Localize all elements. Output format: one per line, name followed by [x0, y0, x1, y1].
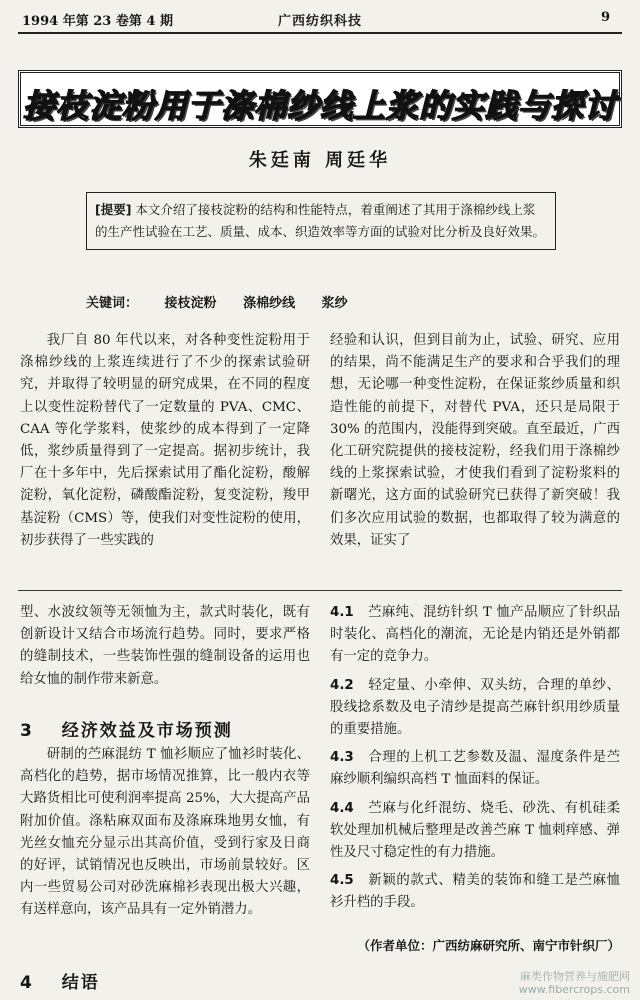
item-number: 4.3	[330, 750, 354, 766]
watermark-line: www.fibercrops.com	[518, 983, 630, 996]
page-number: 9	[600, 10, 610, 25]
item-text: 合理的上机工艺参数及温、湿度条件是苎麻纱顺利编织高档 T 恤面料的保证。	[330, 750, 620, 788]
section-title: 经济效益及市场预测	[61, 721, 233, 741]
item-number: 4.2	[330, 677, 354, 693]
item-number: 4.5	[330, 873, 354, 889]
issue-info: 1994 年第 23 卷第 4 期	[22, 14, 173, 29]
keywords-label: 关键词：	[86, 296, 139, 311]
item-text: 苎麻纯、混纺针织 T 恤产品顺应了针织品时装化、高档化的潮流，无论是内销还是外销都有一定的竞争力。	[330, 605, 620, 665]
author-affiliation: （作者单位：广西纺麻研究所、南宁市针织厂）	[357, 937, 620, 953]
header-rule	[18, 32, 622, 34]
abstract-label: [提要]	[95, 202, 132, 217]
article-title: 接枝淀粉用于涤棉纱线上浆的实践与探讨	[22, 87, 617, 125]
keyword: 涤棉纱线	[243, 296, 296, 311]
keyword: 浆纱	[321, 296, 348, 311]
body-paragraph: 经验和认识，但到目前为止，试验、研究、应用的结果，尚不能满足生产的要求和合乎我们的理想，无论哪一种变性淀粉，在保证浆纱质量和织造性能的前提下，对替代 PVA，还只是局限于 30% 的范围内，没能得到突破。直至最近，广西化工研究院提供的接枝淀粉，经我们用于涤棉纱线的上浆探索试验，才使我们看到了淀粉浆料的新曙光，这方面的试验研究已获得了新突破！我们多次应用试验的数据，也都取得了较为满意的效果，证实了	[330, 333, 620, 548]
body-paragraph: 型、水波纹领等无领恤为主，款式时装化，既有创新设计又结合市场流行趋势。同时，要求严格的缝制技术，一些装饰性强的缝制设备的运用也给女恤的制作带来新意。	[20, 605, 310, 687]
body-column-right	[330, 330, 620, 552]
journal-name: 广西纺织科技	[277, 14, 362, 29]
section-number: 4	[20, 973, 34, 993]
conclusion-item	[330, 602, 620, 669]
section-3-body	[20, 744, 310, 922]
site-watermark	[519, 970, 630, 996]
body-column-left	[20, 330, 310, 552]
abstract-box	[86, 192, 556, 250]
article-authors: 朱廷南 周廷华	[248, 150, 392, 171]
conclusion-item	[330, 675, 620, 742]
item-text: 轻定量、小牵伸、双头纺，合理的单纱、股线捻系数及电子清纱是提高苎麻针织用纱质量的重要措施。	[330, 677, 620, 738]
conclusion-items	[330, 602, 620, 957]
conclusion-item	[330, 798, 620, 865]
item-text: 新颖的款式、精美的装饰和缝工是苎麻恤衫升档的手段。	[330, 873, 620, 911]
running-header	[22, 8, 618, 30]
body-paragraph: 我厂自 80 年代以来，对各种变性淀粉用于涤棉纱线的上浆连续进行了不少的探索试验研究，并取得了较明显的研究成果，在不同的程度上以变性淀粉替代了一定数量的 PVA、CMC、CAA 等化学浆料，使浆纱的成本得到了一定降低，浆纱质量得到了一定提高。据初步统计，我厂在十多年中，先后探索试用了酯化淀粉，酸解淀粉，氧化淀粉，磷酸酯淀粉，复变淀粉，羧甲基淀粉（CMS）等，使我们对变性淀粉的使用，初步获得了一些实践的	[20, 333, 310, 548]
section-title: 结语	[61, 973, 100, 993]
keywords-line	[86, 292, 370, 311]
item-text: 苎麻与化纤混纺、烧毛、砂洗、有机硅柔软处理加机械后整理是改善苎麻 T 恤刺痒感、弹性及尺寸稳定性的有力措施。	[330, 800, 620, 861]
conclusion-item	[330, 747, 620, 791]
item-number: 4.1	[330, 605, 354, 620]
section-number: 3	[20, 721, 34, 741]
abstract-text: 本文介绍了接枝淀粉的结构和性能特点，着重阐述了其用于涤棉纱线上浆的生产性试验在工艺、质量、成本、织造效率等方面的试验对比分析及良好效果。	[95, 202, 546, 239]
section-divider	[18, 590, 622, 591]
lower-left-intro	[20, 602, 310, 691]
section-4-heading	[20, 968, 100, 993]
body-paragraph: 研制的苎麻混纺 T 恤衫顺应了恤衫时装化、高档化的趋势，据市场情况推算，比一般内衣等大路货相比可使利润率提高 25%，大大提高产品附加价值。涤粘麻双面布及涤麻珠地男女恤，有光丝女恤充分显示出其高价值，受到行家及日商的好评，试销情况也反映出，市场前景较好。区内一些贸易公司对砂洗麻棉衫表现出极大兴趣，有送样意向，该产品具有一定外销潜力。	[20, 747, 310, 918]
title-frame	[18, 70, 622, 128]
conclusion-item	[330, 870, 620, 914]
keyword: 接枝淀粉	[164, 296, 217, 311]
item-number: 4.4	[330, 800, 354, 816]
watermark-line: 麻类作物营养与施肥网	[520, 970, 630, 983]
section-3-heading	[20, 716, 233, 741]
